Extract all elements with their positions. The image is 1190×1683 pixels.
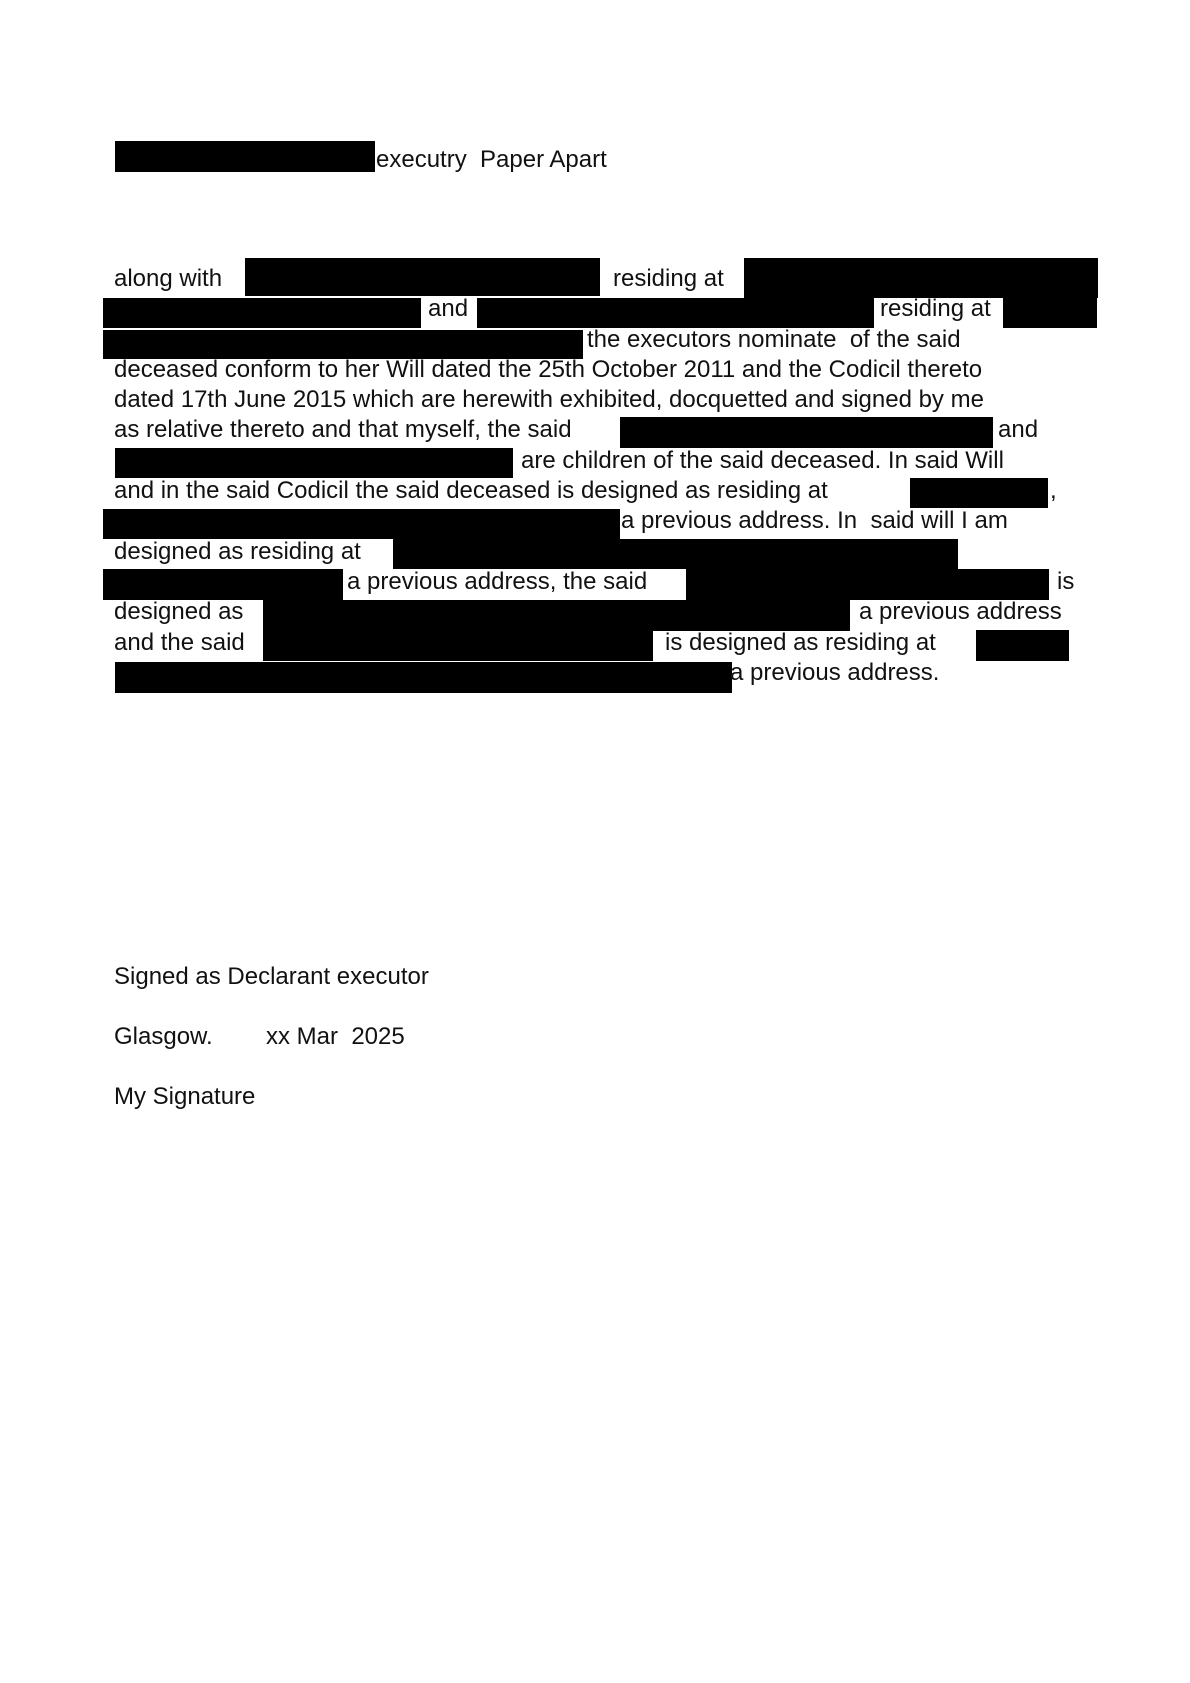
redaction-block: [744, 258, 1098, 298]
redaction-block: [1003, 298, 1097, 328]
redaction-block: [976, 630, 1069, 661]
redaction-block: [263, 600, 850, 631]
redaction-block: [103, 509, 620, 539]
redaction-block: [103, 569, 343, 600]
body-text: a previous address. In said will I am: [621, 507, 1008, 534]
redaction-block: [477, 298, 874, 328]
body-text: residing at: [613, 265, 724, 292]
redaction-block: [115, 448, 513, 478]
redaction-block: [115, 141, 375, 172]
redaction-block: [245, 258, 600, 296]
redaction-block: [620, 417, 993, 448]
body-text: a previous address: [859, 598, 1062, 625]
body-text: and: [428, 295, 469, 322]
body-text: and: [998, 416, 1039, 443]
redaction-block: [910, 478, 1048, 508]
body-text: ,: [1050, 477, 1057, 504]
redaction-block: [393, 539, 958, 569]
redaction-block: [103, 298, 421, 328]
body-text: the executors nominate of the said: [587, 326, 961, 353]
redaction-block: [115, 662, 732, 693]
body-text: is designed as residing at: [665, 629, 936, 656]
body-text: designed as residing at: [114, 538, 361, 565]
body-text: residing at: [880, 295, 991, 322]
redaction-block: [263, 630, 653, 661]
body-text: are children of the said deceased. In said Will: [521, 447, 1004, 474]
body-text: along with: [114, 265, 223, 292]
body-text: dated 17th June 2015 which are herewith exhibited, docquetted and signed by me: [114, 386, 984, 413]
body-text: designed as: [114, 598, 244, 625]
signature-line: My Signature: [114, 1083, 256, 1110]
body-text: a previous address.: [730, 659, 940, 686]
body-text: and the said: [114, 629, 245, 656]
body-text: is: [1057, 568, 1075, 595]
body-text: as relative thereto and that myself, the said: [114, 416, 572, 443]
body-text: and in the said Codicil the said deceased is designed as residing at: [114, 477, 828, 504]
date-text: xx Mar 2025: [266, 1023, 405, 1050]
redaction-block: [686, 569, 1049, 600]
body-text: a previous address, the said: [347, 568, 648, 595]
place-text: Glasgow.: [114, 1023, 213, 1050]
document-heading: executry Paper Apart: [376, 146, 607, 173]
signed-as-line: Signed as Declarant executor: [114, 963, 429, 990]
body-text: deceased conform to her Will dated the 25th October 2011 and the Codicil thereto: [114, 356, 983, 383]
